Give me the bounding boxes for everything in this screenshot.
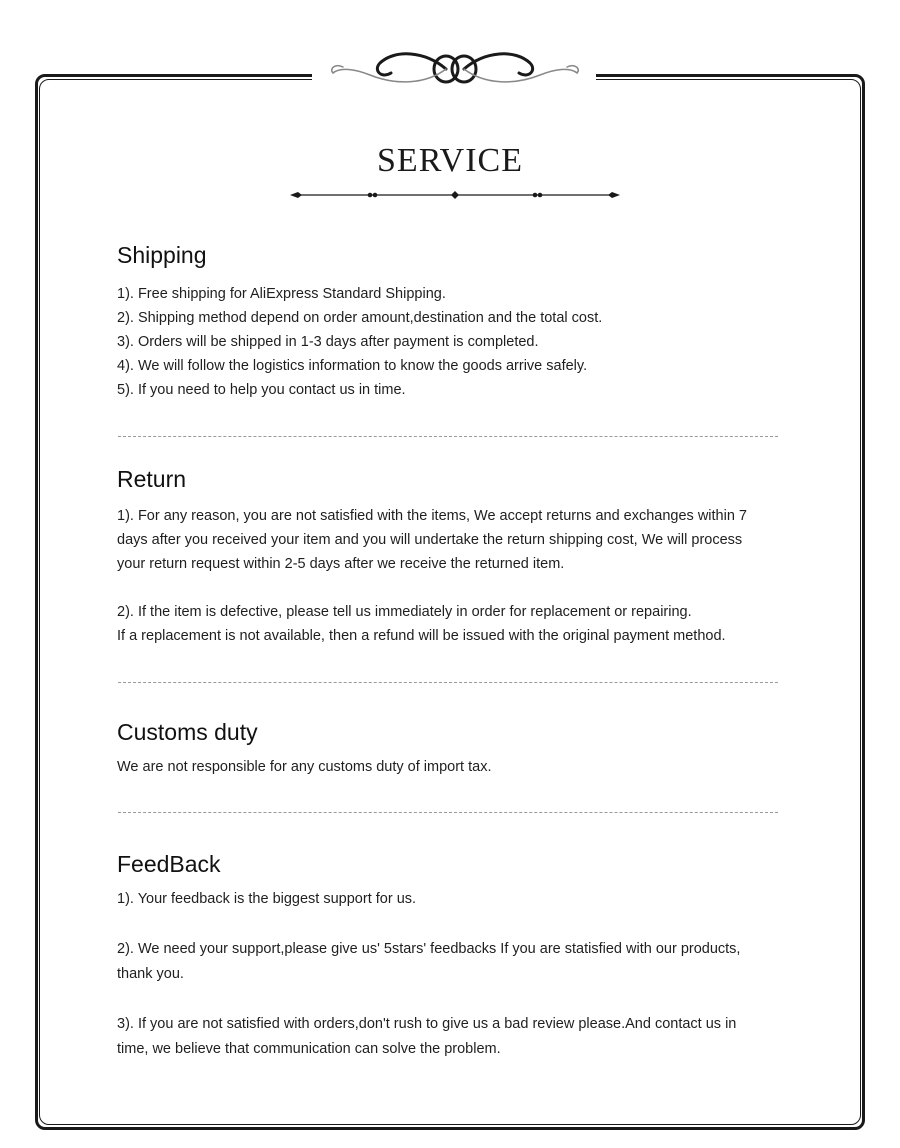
shipping-heading: Shipping bbox=[117, 242, 207, 268]
shipping-line-1: 1). Free shipping for AliExpress Standard Shipping. bbox=[117, 286, 446, 302]
flourish-ornament-icon bbox=[325, 45, 585, 95]
page-title: SERVICE bbox=[377, 142, 523, 179]
feedback-line-1: 1). Your feedback is the biggest support for us. bbox=[117, 891, 417, 907]
customs-heading: Customs duty bbox=[117, 719, 258, 745]
return-line-2: days after you received your item and you will undertake the return shipping cost, We will process bbox=[117, 532, 743, 548]
shipping-line-5: 5). If you need to help you contact us in time. bbox=[117, 382, 406, 398]
customs-line-1: We are not responsible for any customs duty of import tax. bbox=[117, 759, 492, 775]
return-line-1: 1). For any reason, you are not satisfied with the items, We accept returns and exchanges within 7 bbox=[117, 508, 747, 524]
title-divider-ornament-icon bbox=[288, 186, 622, 204]
section-divider bbox=[118, 436, 778, 437]
return-heading: Return bbox=[117, 466, 187, 492]
return-line-3: your return request within 2-5 days after we receive the returned item. bbox=[117, 556, 565, 572]
feedback-line-2: 2). We need your support,please give us' 5stars' feedbacks If you are statisfied with our products, bbox=[117, 941, 741, 957]
feedback-line-4: 3). If you are not satisfied with orders,don't rush to give us a bad review please.And contact us in bbox=[117, 1016, 737, 1032]
shipping-line-2: 2). Shipping method depend on order amount,destination and the total cost. bbox=[117, 310, 603, 326]
return-line-5: If a replacement is not available, then a refund will be issued with the original payment method. bbox=[117, 628, 726, 644]
shipping-line-3: 3). Orders will be shipped in 1-3 days after payment is completed. bbox=[117, 334, 539, 350]
feedback-line-5: time, we believe that communication can solve the problem. bbox=[117, 1041, 501, 1057]
feedback-heading: FeedBack bbox=[117, 851, 221, 877]
section-divider bbox=[118, 682, 778, 683]
return-line-4: 2). If the item is defective, please tell us immediately in order for replacement or repairing. bbox=[117, 604, 692, 620]
feedback-line-3: thank you. bbox=[117, 966, 184, 982]
section-divider bbox=[118, 812, 778, 813]
shipping-line-4: 4). We will follow the logistics information to know the goods arrive safely. bbox=[117, 358, 588, 374]
